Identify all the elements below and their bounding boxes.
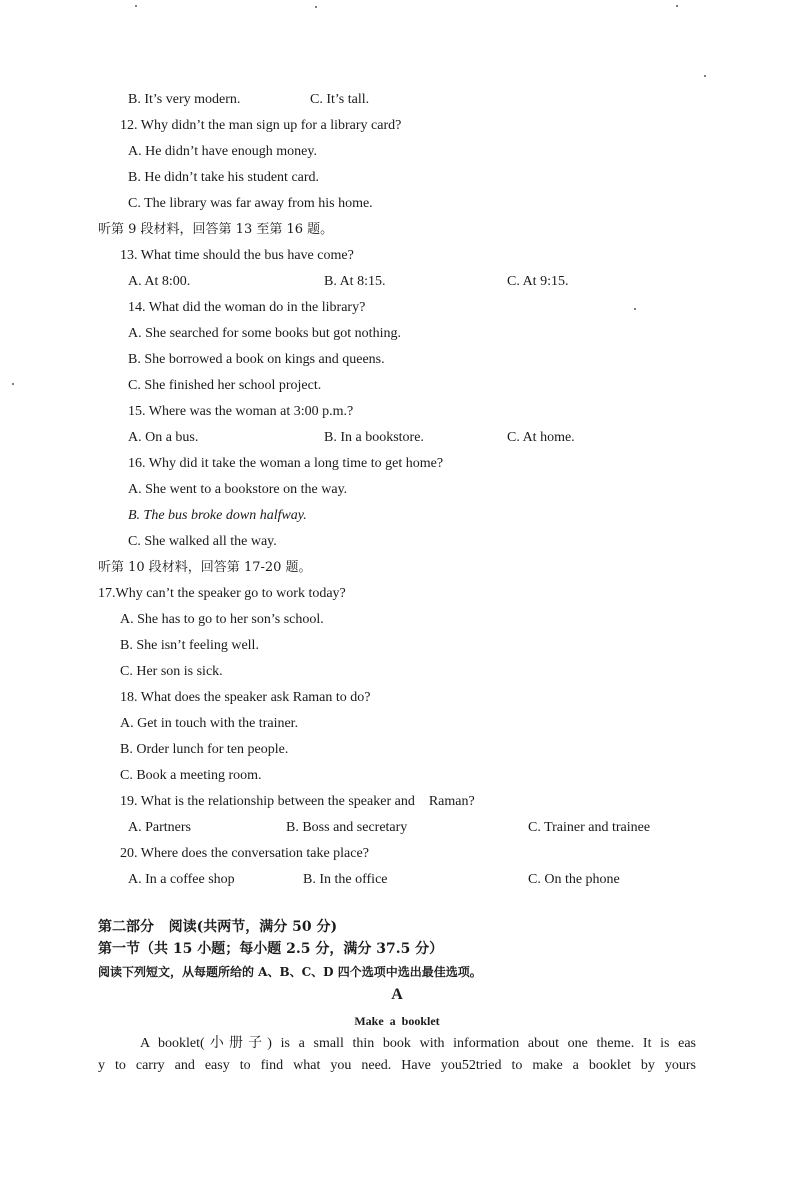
passage-line-1: A booklet(小册子) is a small thin book with information about one theme. It is eas — [140, 1036, 696, 1051]
q14-option-b: B. She borrowed a book on kings and queens. — [128, 352, 385, 367]
q19-option-a: A. Partners — [128, 820, 191, 835]
scan-speck — [634, 308, 636, 310]
q12-question: 12. Why didn’t the man sign up for a library card? — [120, 118, 402, 133]
passage-title: Make a booklet — [354, 1014, 440, 1028]
q14-option-a: A. She searched for some books but got nothing. — [128, 326, 401, 341]
q20-option-c: C. On the phone — [528, 872, 620, 887]
scan-speck — [315, 6, 317, 8]
q13-question: 13. What time should the bus have come? — [120, 248, 354, 263]
q15-option-a: A. On a bus. — [128, 430, 199, 445]
q12-option-a: A. He didn’t have enough money. — [128, 144, 317, 159]
q17-option-a: A. She has to go to her son’s school. — [120, 612, 324, 627]
q18-option-a: A. Get in touch with the trainer. — [120, 716, 299, 731]
q14-option-c: C. She finished her school project. — [128, 378, 322, 393]
q16-option-a: A. She went to a bookstore on the way. — [128, 482, 348, 497]
q11-option-b: B. It’s very modern. — [128, 92, 241, 107]
scan-speck — [676, 5, 678, 7]
q15-question: 15. Where was the woman at 3:00 p.m.? — [128, 404, 354, 419]
q16-option-c: C. She walked all the way. — [128, 534, 277, 549]
q14-question: 14. What did the woman do in the library? — [128, 300, 366, 315]
q15-option-b: B. In a bookstore. — [324, 430, 424, 445]
q19-option-b: B. Boss and secretary — [286, 820, 408, 835]
q13-option-b: B. At 8:15. — [324, 274, 386, 289]
q19-option-c: C. Trainer and trainee — [528, 820, 651, 835]
q15-option-c: C. At home. — [507, 430, 575, 445]
scan-speck — [12, 383, 14, 385]
scan-speck — [704, 75, 706, 77]
q20-question: 20. Where does the conversation take place? — [120, 846, 369, 861]
q17-question: 17.Why can’t the speaker go to work today? — [98, 586, 346, 601]
q19-question: 19. What is the relationship between the speaker and Raman? — [120, 794, 475, 809]
reading-instruction: 阅读下列短文，从每题所给的 A、B、C、D 四个选项中选出最佳选项。 — [98, 965, 482, 979]
passage-line-2: y to carry and easy to find what you need. Have you52tried to make a booklet by yours — [98, 1058, 696, 1073]
scan-speck — [135, 5, 137, 7]
q11-option-c: C. It’s tall. — [310, 92, 370, 107]
q20-option-b: B. In the office — [303, 872, 388, 887]
q16-question: 16. Why did it take the woman a long time to get home? — [128, 456, 444, 471]
q13-option-a: A. At 8:00. — [128, 274, 191, 289]
q20-option-a: A. In a coffee shop — [128, 872, 235, 887]
q17-option-c: C. Her son is sick. — [120, 664, 223, 679]
q18-option-b: B. Order lunch for ten people. — [120, 742, 289, 757]
passage-letter: A — [391, 986, 403, 1003]
section-9-instruction: 听第 9 段材料，回答第 13 至第 16 题。 — [98, 222, 334, 237]
q17-option-b: B. She isn’t feeling well. — [120, 638, 259, 653]
q13-option-c: C. At 9:15. — [507, 274, 569, 289]
q18-option-c: C. Book a meeting room. — [120, 768, 262, 783]
q12-option-b: B. He didn’t take his student card. — [128, 170, 320, 185]
section-one-heading: 第一节（共 15 小题；每小题 2.5 分，满分 37.5 分） — [98, 941, 444, 957]
q12-option-c: C. The library was far away from his home. — [128, 196, 373, 211]
part-two-heading: 第二部分 阅读(共两节，满分 50 分) — [98, 919, 338, 935]
q16-option-b: B. The bus broke down halfway. — [128, 508, 307, 523]
q18-question: 18. What does the speaker ask Raman to do? — [120, 690, 371, 705]
section-10-instruction: 听第 10 段材料，回答第 17-20 题。 — [98, 560, 312, 575]
